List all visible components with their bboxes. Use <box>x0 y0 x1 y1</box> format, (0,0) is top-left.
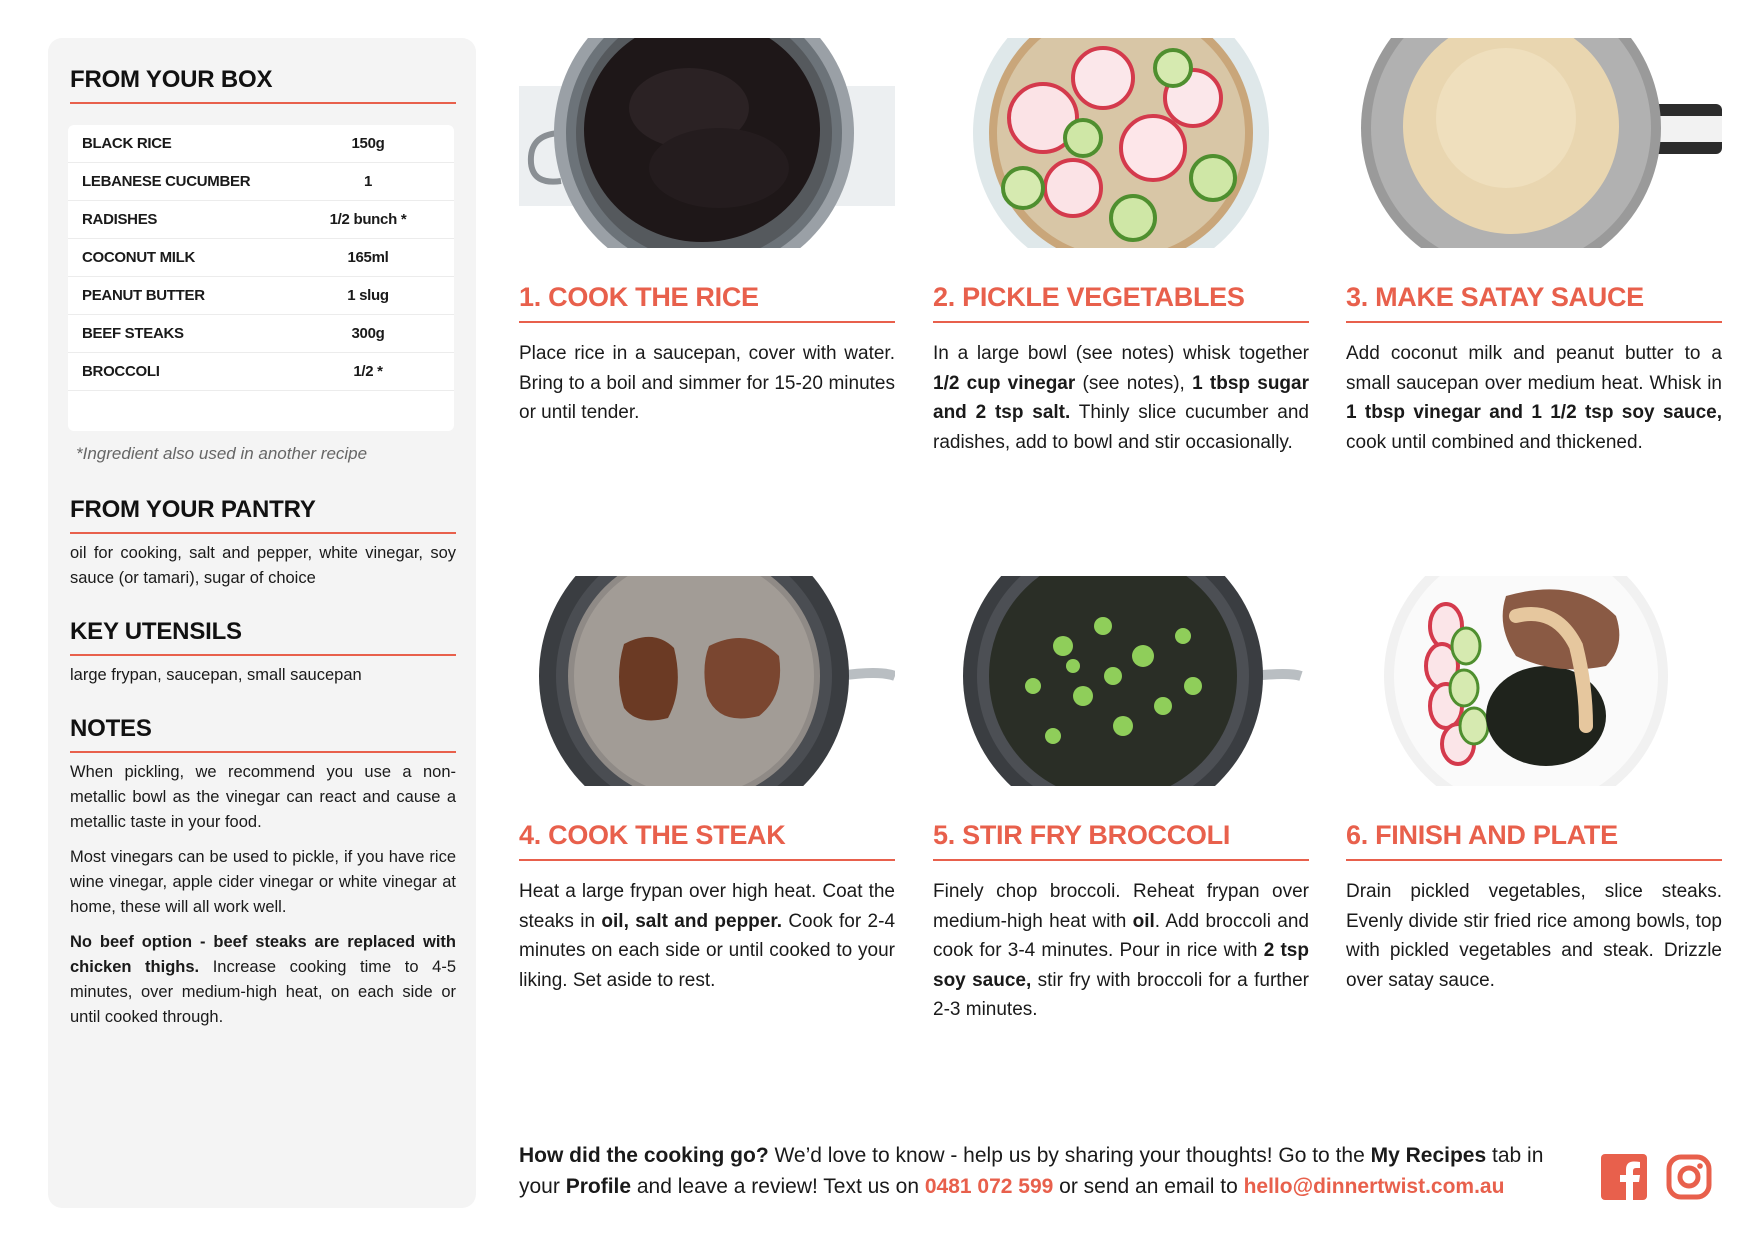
step-body <box>519 877 895 995</box>
ingredient-row <box>68 239 454 277</box>
ingredient-row <box>68 163 454 201</box>
step-body <box>1346 339 1722 457</box>
ingredient-qty: 1/2 bunch * <box>329 211 407 228</box>
ingredient-row <box>68 315 454 353</box>
step-text: . Add broccoli and cook for 3-4 minutes. Pour in rice with <box>933 910 1309 961</box>
ingredient-qty: 150g <box>351 135 385 152</box>
email-link[interactable]: hello@dinnertwist.com.au <box>1243 1175 1505 1198</box>
step-body <box>933 339 1309 457</box>
step-text: Place rice in a saucepan, cover with water. Bring to a boil and simmer for 15-20 minutes or until tender. <box>519 343 895 423</box>
ingredients-sidebar <box>48 38 476 1208</box>
note-paragraph <box>70 930 456 1030</box>
broccoli-stir-fry-photo <box>933 576 1309 786</box>
step-3 <box>1346 38 1722 457</box>
step-text: Thinly slice cucumber and radishes, add to bowl and stir occasionally. <box>933 402 1309 453</box>
ingredient-qty: 300g <box>351 325 385 342</box>
step-emphasis: 2 tsp soy sauce, <box>933 940 1309 991</box>
step-body <box>1346 877 1722 995</box>
rice-strainer-photo <box>519 38 895 248</box>
note-bold: No beef option - beef steaks are replaced with chicken thighs. <box>70 933 456 976</box>
instagram-icon[interactable] <box>1666 1154 1714 1202</box>
ingredient-qty: 165ml <box>347 249 389 266</box>
footer-text: and leave a review! Text us on <box>631 1175 925 1198</box>
facebook-icon[interactable] <box>1601 1154 1649 1202</box>
ingredient-footnote: *Ingredient also used in another recipe <box>76 444 368 463</box>
my-recipes-label: My Recipes <box>1370 1144 1487 1167</box>
feedback-question: How did the cooking go? <box>519 1144 769 1167</box>
footer-text: or send an email to <box>1053 1175 1244 1198</box>
ingredient-name: COCONUT MILK <box>82 249 196 266</box>
profile-label: Profile <box>565 1175 632 1198</box>
note-paragraph: Most vinegars can be used to pickle, if you have rice wine vinegar, apple cider vinegar or white vinegar at home, these will all work well. <box>70 848 456 916</box>
step-body <box>933 877 1309 1025</box>
footer-text: tab in your <box>519 1144 1544 1198</box>
ingredient-qty: 1 <box>363 173 373 190</box>
step-title: 6. FINISH AND PLATE <box>1346 820 1722 861</box>
step-emphasis: 1 tbsp vinegar and 1 1/2 tsp soy sauce, <box>1346 402 1722 423</box>
ingredient-name: BEEF STEAKS <box>82 325 184 342</box>
ingredient-qty: 1 slug <box>347 287 389 304</box>
feedback-footer <box>519 1140 1589 1202</box>
step-text: cook until combined and thickened. <box>1346 431 1643 453</box>
step-body <box>519 339 895 428</box>
step-text: Cook for 2-4 minutes on each side or until cooked to your liking. Set aside to rest. <box>519 910 896 991</box>
note-paragraph: When pickling, we recommend you use a non-metallic bowl as the vinegar can react and cause a metallic taste in your food. <box>70 763 456 831</box>
ingredient-row <box>68 201 454 239</box>
step-text: In a large bowl (see notes) whisk together <box>933 343 1309 364</box>
step-title: 1. COOK THE RICE <box>519 282 895 323</box>
footer-text: We’d love to know - help us by sharing your thoughts! Go to the <box>768 1144 1371 1167</box>
utensils-title: KEY UTENSILS <box>70 618 456 656</box>
pantry-text: oil for cooking, salt and pepper, white vinegar, soy sauce (or tamari), sugar of choice <box>70 544 456 587</box>
step-4 <box>519 576 895 995</box>
step-emphasis: oil <box>1132 910 1155 932</box>
step-emphasis: 1/2 cup vinegar <box>933 372 1076 394</box>
step-emphasis: 1 tbsp sugar and 2 tsp salt. <box>933 372 1309 423</box>
ingredient-row <box>68 277 454 315</box>
step-2 <box>933 38 1309 457</box>
ingredient-name: LEBANESE CUCUMBER <box>82 173 251 190</box>
ingredients-table <box>68 125 454 431</box>
step-text: (see notes), <box>1075 372 1193 394</box>
finished-plate-photo <box>1346 576 1722 786</box>
notes-text <box>70 760 456 1040</box>
steak-frypan-photo <box>519 576 895 786</box>
step-title: 3. MAKE SATAY SAUCE <box>1346 282 1722 323</box>
step-text: Heat a large frypan over high heat. Coat the steaks in <box>519 881 895 932</box>
step-text: stir fry with broccoli for a further 2-3 minutes. <box>933 969 1310 1020</box>
pantry-title: FROM YOUR PANTRY <box>70 496 456 534</box>
step-text: Finely chop broccoli. Reheat frypan over medium-high heat with <box>933 881 1309 932</box>
ingredient-name: BROCCOLI <box>82 363 160 380</box>
step-title: 4. COOK THE STEAK <box>519 820 895 861</box>
step-title: 2. PICKLE VEGETABLES <box>933 282 1309 323</box>
ingredient-qty: 1/2 * <box>353 363 383 380</box>
step-1 <box>519 38 895 428</box>
satay-sauce-photo <box>1346 38 1722 248</box>
ingredient-row <box>68 353 454 391</box>
ingredient-name: RADISHES <box>82 211 158 228</box>
utensils-text: large frypan, saucepan, small saucepan <box>70 666 362 684</box>
step-5 <box>933 576 1309 1025</box>
ingredient-name: BLACK RICE <box>82 135 172 152</box>
ingredient-row <box>68 125 454 163</box>
note-text: Increase cooking time to 4-5 minutes, over medium-high heat, on each side or until cooked through. <box>70 958 457 1026</box>
step-title: 5. STIR FRY BROCCOLI <box>933 820 1309 861</box>
notes-title: NOTES <box>70 715 456 753</box>
pickled-vegetables-photo <box>933 38 1309 248</box>
step-text: Drain pickled vegetables, slice steaks. Evenly divide stir fried rice among bowls, top with pickled vegetables and steak. Drizzle over satay sauce. <box>1346 881 1722 991</box>
step-6 <box>1346 576 1722 995</box>
step-emphasis: oil, salt and pepper. <box>601 910 782 932</box>
phone-link[interactable]: 0481 072 599 <box>924 1175 1054 1198</box>
step-text: Add coconut milk and peanut butter to a small saucepan over medium heat. Whisk in <box>1346 343 1722 394</box>
box-title: FROM YOUR BOX <box>70 66 456 104</box>
ingredient-name: PEANUT BUTTER <box>82 287 205 304</box>
